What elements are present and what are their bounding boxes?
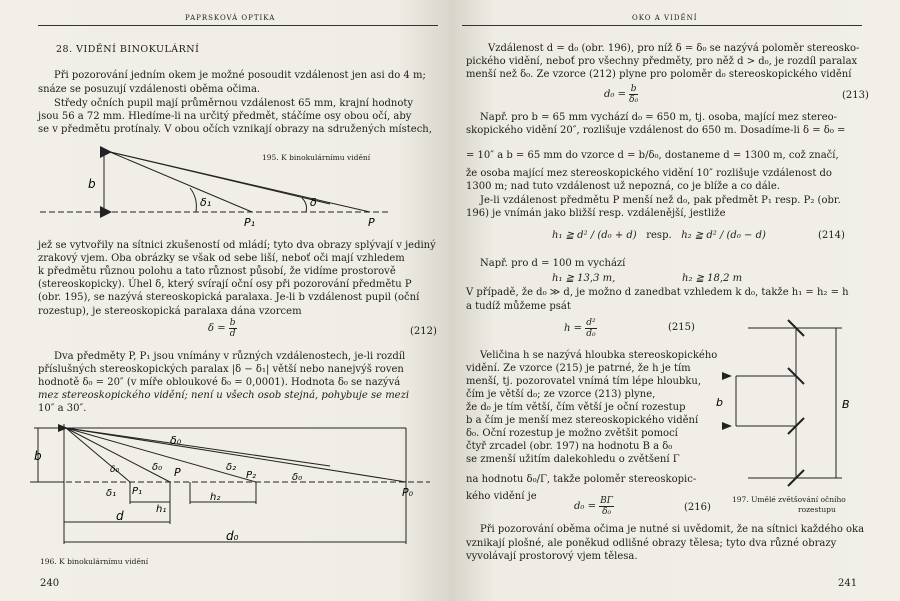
text-line: = 10″ a b = 65 mm do vzorce d = b/δ₀, dostaneme d = 1300 m, což značí, [466,150,839,161]
text-line: že d₀ je tím větší, čím větší je oční rozestup [466,402,686,413]
text-line: Je-li vzdálenost předmětu P menší než d₀, pak předmět P₁ resp. P₂ (obr. [480,195,841,206]
label-P: P [368,216,375,229]
text-line: příslušných stereoskopických paralax |δ − δ₁| větší nebo nanejvýš roven [38,364,404,375]
eye-icon [100,206,112,218]
text-line: čtyř zrcadel (obr. 197) na hodnotu B a δ₀ [466,441,673,452]
label-d0: d₀ [226,529,239,543]
text-line: skopického vidění 20″, rozlišuje vzdálenost do 650 m. Dosadíme-li δ = δ₀ = [466,125,846,136]
text-line: čím je větší d₀; ze vzorce (213) plyne, [466,389,656,400]
equation-number: (212) [410,326,437,337]
label-delta0: δ₀ [110,465,120,475]
ray-line [110,152,252,212]
text-line: vyvolávají prostorový vjem tělesa. [466,551,638,562]
text-line: (stereoskopicky). Úhel δ, který svírají oční osy při pozorování předmětu P [38,279,412,290]
label-h1: h₁ [156,504,167,515]
section-heading: 28. VIDĚNÍ BINOKULÁRNÍ [56,44,200,55]
label-delta1: δ₁ [106,488,117,499]
figure-caption: rozestupu [798,505,836,514]
text-line: a tudíž můžeme psát [466,301,571,312]
text-line: kého vidění je [466,491,537,502]
label-delta: δ [310,196,317,209]
text-line: že osoba mající mez stereoskopického vidění 10″ rozlišuje vzdálenost do [466,168,832,179]
page-number: 240 [40,578,60,589]
text-line: k předmětu různou polohu a tato různost působí, že vidíme prostorově [38,266,396,277]
text-line: hodnotě δ₀ = 20″ (v míře obloukové δ₀ = 0,0001). Hodnota δ₀ se nazývá [38,377,401,388]
text-line: b a čím je menší mez stereoskopického vidění [466,415,699,426]
figure-caption: 196. K binokulárnímu vidění [40,557,149,566]
figure-caption: 197. Umělé zvětšování očního [732,495,846,504]
equation-number: (213) [842,90,869,101]
text-line: se zmenší užitím dalekohledu o zvětšení Γ [466,454,680,465]
ray-line [66,428,256,482]
label-B: B [842,398,850,411]
running-head: PAPRSKOVÁ OPTIKA [185,14,276,22]
label-d: d [116,509,124,523]
angle-arc [302,198,307,212]
text-line: jsou 56 a 72 mm. Hledíme-li na určitý předmět, stáčíme osy obou očí, aby [38,111,412,122]
label-delta0: δ₀ [152,462,163,473]
text-line: mez stereoskopického vidění; není u všech osob stejná, pohybuje se mezi [38,390,410,401]
text-line: menší než δ₀. Ze vzorce (212) plyne pro poloměr d₀ stereoskopického vidění [466,69,852,80]
text-line: zrakový vjem. Oba obrázky se však od sebe liší, neboť oči mají vzhledem [38,253,405,264]
text-line: V případě, že d₀ ≫ d, je možno d zanedbat vzhledem k d₀, takže h₁ = h₂ = h [466,287,849,298]
text-line: 196) je vnímán jako bližší resp. vzdálenější, jestliže [466,208,726,219]
figure-197 [708,318,868,490]
figure-196 [30,420,446,550]
text-line: Při pozorování oběma očima je nutné si uvědomit, že na sítnici každého oka [480,524,865,535]
example-value: h₂ ≧ 18,2 m [682,273,743,284]
label-b: b [34,449,42,463]
label-P: P [174,466,181,479]
ray-line [66,428,330,466]
text-line: pického vidění, neboť pro všechny předměty, pro něž d > d₀, je rozdíl paralax [466,56,858,67]
text-line: Např. pro d = 100 m vychází [480,258,626,269]
label-delta1: δ₁ [200,196,212,209]
text-line: 1300 m; nad tuto vzdálenost už nepozná, co je blíže a co dále. [466,181,780,192]
label-P2: P₂ [246,470,257,481]
equation-213: d₀ = $\frac{b}{\text{δ₀}}$ [604,84,639,105]
text-line: snáze se posuzují vzdálenosti oběma očima. [38,84,261,95]
text-line: Veličina h se nazývá hloubka stereoskopického [480,350,718,361]
eye-icon [722,422,732,430]
text-line: vznikají plošné, ale poněkud odlišné obrazy tělesa; tyto dva různé obrazy [466,538,837,549]
text-line: Při pozorování jedním okem je možné posoudit vzdálenost jen asi do 4 m; [54,70,426,81]
figure-caption: 195. K binokulárnímu vidění [262,153,371,162]
text-line: Středy očních pupil mají průměrnou vzdálenost 65 mm, krajní hodnoty [54,98,414,109]
label-delta2: δ₂ [226,462,237,473]
text-line: rozestup), je stereoskopická paralaxa dána vzorcem [38,306,302,317]
text-line: na hodnotu δ₀/Γ, takže poloměr stereoskopic- [466,474,697,485]
header-rule [38,25,438,26]
text-line: δ₀. Oční rozestup je možno zvětšit pomocí [466,428,678,439]
equation-number: (215) [668,322,695,333]
label-b: b [88,177,96,191]
text-line: (obr. 195), se nazývá stereoskopická paralaxa. Je-li b vzdálenost pupil (oční [38,292,420,303]
label-delta0: δ₀ [170,434,182,447]
text-line: menší, tj. pozorovatel vnímá tím lépe hloubku, [466,376,702,387]
label-delta0: δ₀ [292,472,303,483]
text-line: vidění. Ze vzorce (215) je patrné, že h je tím [466,363,691,374]
label-P0: P₀ [402,486,414,499]
text-line: Dva předměty P, P₁ jsou vnímány v různých vzdálenostech, je-li rozdíl [54,351,406,362]
text-line: Např. pro b = 65 mm vychází d₀ = 650 m, tj. osoba, mající mez stereo- [480,112,838,123]
example-value: h₁ ≧ 13,3 m, [552,273,616,284]
equation-214: h₁ ≧ d² / (d₀ + d) resp. h₂ ≧ d² / (d₀ − d) [552,230,766,241]
label-b: b [716,396,723,409]
text-line: jež se vytvořily na sítnici zkušeností od mládí; tyto dva obrazy splývají v jediný [38,240,436,251]
equation-212: δ = $\frac{b}{d}$ [208,318,236,339]
text-line: se v předmětu protínaly. V obou očích vznikají obrazy na sdružených místech, [38,124,432,135]
header-rule [462,25,862,26]
page-number: 241 [838,578,858,589]
equation-215: h = $\frac{\text{d²}}{\text{d₀}}$ [564,318,596,339]
eye-icon [722,372,732,380]
equation-number: (216) [684,502,711,513]
text-line: 10″ a 30″. [38,403,87,414]
text-line: Vzdálenost d = d₀ (obr. 196), pro níž δ = δ₀ se nazývá poloměr stereosko- [488,43,860,54]
angle-arc [190,188,196,212]
equation-number: (214) [818,230,845,241]
label-P1: P₁ [244,216,256,229]
label-h2: h₂ [210,492,221,503]
running-head: OKO A VIDĚNÍ [632,14,698,22]
equation-216: d₀ = $\frac{B\Gamma}{\text{δ₀}}$ [574,496,614,517]
label-P1: P₁ [132,486,143,497]
right-page [450,0,900,601]
